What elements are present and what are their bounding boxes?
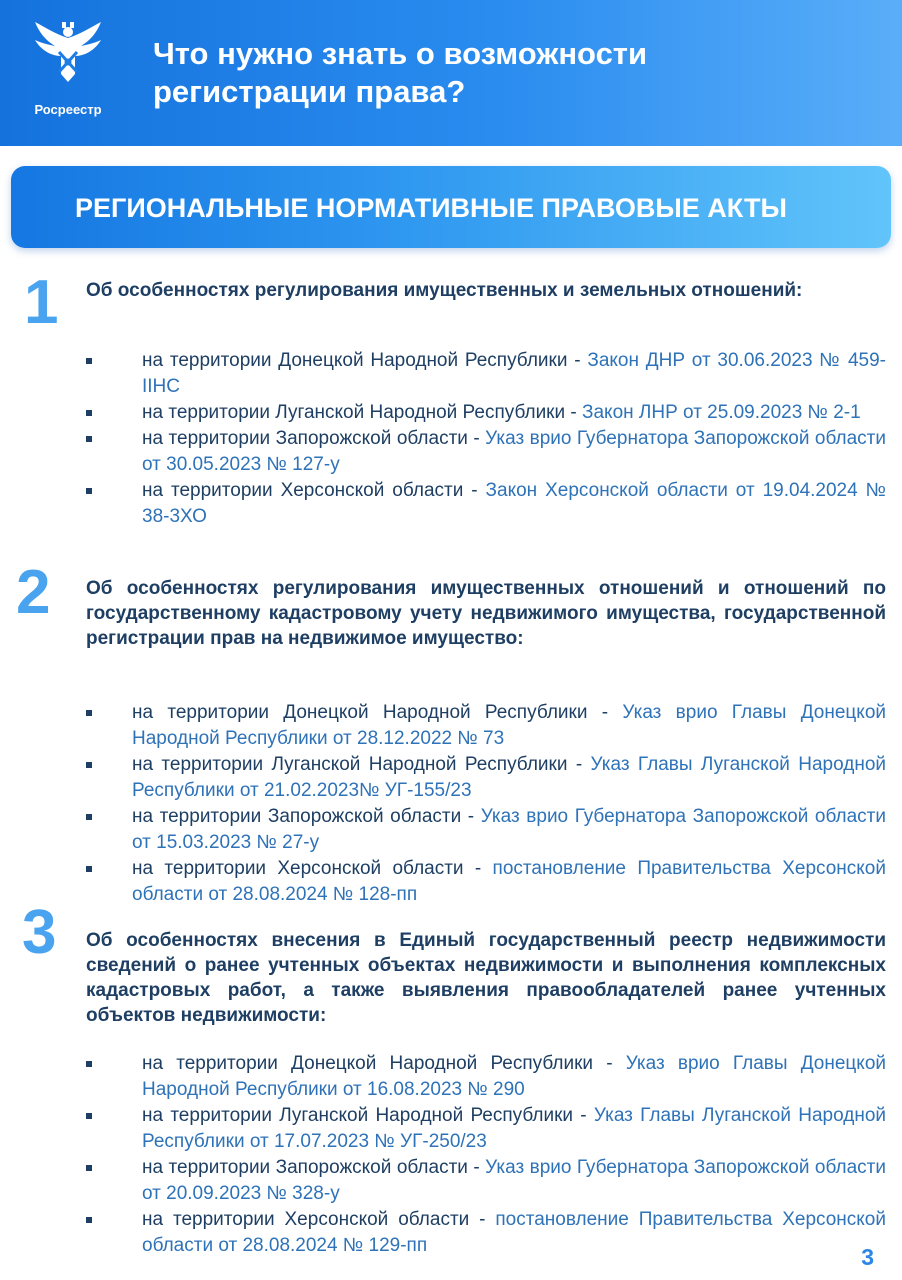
bullet-icon [86,488,92,494]
banner-title: РЕГИОНАЛЬНЫЕ НОРМАТИВНЫЕ ПРАВОВЫЕ АКТЫ [75,193,787,223]
act-link[interactable]: Указ врио Главы Донецкой Народной Республики от 28.12.2022 № 73 [132,702,887,749]
list-item [86,348,886,400]
section-number-1: 1 [24,268,59,337]
section-number-3: 3 [22,898,57,967]
list-item [86,804,886,856]
bullet-icon [86,1217,92,1223]
territory-text: на территории Донецкой Народной Республики - [132,702,623,723]
territory-text: на территории Херсонской области - [142,480,486,501]
rosreestr-logo [26,20,110,120]
act-link[interactable]: Закон ЛНР от 25.09.2023 № 2-1 [582,402,861,423]
list-item [86,1155,886,1207]
list-item [86,1103,886,1155]
territory-text: на территории Луганской Народной Республики - [142,402,582,423]
act-list-1 [86,348,886,530]
bullet-icon [86,1113,92,1119]
list-item [86,400,886,426]
double-headed-eagle-icon [33,20,103,84]
list-item [86,426,886,478]
territory-text: на территории Запорожской области - [142,428,486,449]
act-link[interactable]: постановление Правительства Херсонской области от 28.08.2024 № 129-пп [142,1209,886,1256]
act-link[interactable]: Закон ДНР от 30.06.2023 № 459-IIНС [142,350,886,397]
page-number: 3 [861,1244,874,1270]
bullet-icon [86,1061,92,1067]
territory-text: на территории Донецкой Народной Республики - [142,1053,626,1074]
act-link[interactable]: постановление Правительства Херсонской области от 28.08.2024 № 128-пп [132,858,886,905]
bullet-icon [86,762,92,768]
territory-text: на территории Херсонской области - [142,1209,496,1230]
act-link[interactable]: Указ Главы Луганской Народной Республики от 17.07.2023 № УГ-250/23 [142,1105,887,1152]
territory-text: на территории Херсонской области - [132,858,493,879]
section-number-2: 2 [16,558,51,627]
bullet-icon [86,410,92,416]
territory-text: на территории Луганской Народной Республики - [132,754,591,775]
bullet-icon [86,866,92,872]
act-link[interactable]: Указ врио Губернатора Запорожской области от 15.03.2023 № 27-у [132,806,887,853]
bullet-icon [86,814,92,820]
act-list-2 [86,700,886,908]
bullet-icon [86,710,92,716]
bullet-icon [86,1165,92,1171]
list-item [86,700,886,752]
section-banner [11,166,891,248]
act-list-3 [86,1051,886,1259]
list-item [86,856,886,908]
act-link[interactable]: Указ врио Губернатора Запорожской области от 30.05.2023 № 127-у [142,428,886,475]
bullet-icon [86,358,92,364]
territory-text: на территории Донецкой Народной Республики - [142,350,588,371]
act-link[interactable]: Указ врио Главы Донецкой Народной Республики от 16.08.2023 № 290 [142,1053,886,1100]
title-line-1: Что нужно знать о возможности [153,36,648,71]
act-link[interactable]: Закон Херсонской области от 19.04.2024 № 38-3ХО [142,480,886,527]
act-link[interactable]: Указ врио Губернатора Запорожской области от 20.09.2023 № 328-у [142,1157,886,1204]
logo-text: Росреестр [34,102,102,117]
section-heading-3: Об особенностях внесения в Единый государственный реестр недвижимости сведений о ранее учтенных объектах недвижимости и выполнения комплексных кадастровых работ, а также выявления правообладателей ранее учтенных объектов недвижимости: [86,930,886,1026]
list-item [86,752,886,804]
territory-text: на территории Запорожской области - [132,806,481,827]
territory-text: на территории Запорожской области - [142,1157,486,1178]
page-header [0,0,902,146]
territory-text: на территории Луганской Народной Республики - [142,1105,594,1126]
list-item [86,478,886,530]
page-title [153,35,853,111]
act-link[interactable]: Указ Главы Луганской Народной Республики от 21.02.2023№ УГ-155/23 [132,754,886,801]
list-item [86,1207,886,1259]
section-heading-2: Об особенностях регулирования имущественных отношений и отношений по государственному кадастровому учету недвижимого имущества, государственной регистрации прав на недвижимое имущество: [86,578,886,649]
section-heading-1: Об особенностях регулирования имущественных и земельных отношений: [86,280,803,301]
title-line-2: регистрации права? [153,74,466,109]
bullet-icon [86,436,92,442]
list-item [86,1051,886,1103]
